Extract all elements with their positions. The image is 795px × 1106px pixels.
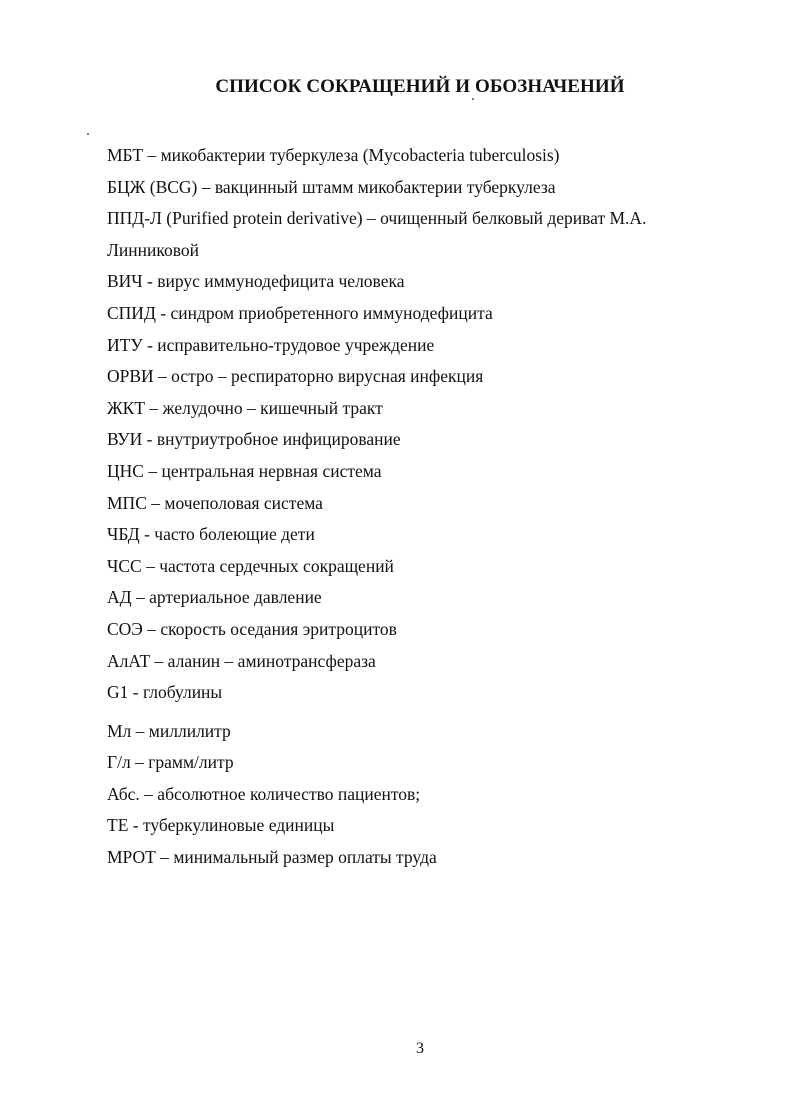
list-item: Абс. – абсолютное количество пациентов; <box>107 783 421 804</box>
list-item: СПИД - синдром приобретенного иммунодефицита <box>107 302 493 323</box>
list-item: ППД-Л (Purified protein derivative) – очищенный белковый дериват М.А. <box>107 208 647 229</box>
list-item: Мл – миллилитр <box>107 720 231 741</box>
list-item: БЦЖ (BCG) – вакцинный штамм микобактерии туберкулеза <box>107 176 556 197</box>
list-item: АлАТ – аланин – аминотрансфераза <box>107 650 376 671</box>
page-number: 3 <box>416 1040 424 1057</box>
list-item: ЦНС – центральная нервная система <box>107 460 382 481</box>
page-title: СПИСОК СОКРАЩЕНИЙ И ОБОЗНАЧЕНИЙ <box>215 76 625 97</box>
list-item: ВИЧ - вирус иммунодефицита человека <box>107 271 405 292</box>
list-item: Г/л – грамм/литр <box>107 752 234 773</box>
list-item: ЧБД - часто болеющие дети <box>107 524 315 545</box>
list-item: МБТ – микобактерии туберкулеза (Mycobacteria tuberculosis) <box>107 145 560 165</box>
scan-speck <box>87 133 89 135</box>
list-item: ТЕ - туберкулиновые единицы <box>107 815 335 836</box>
scan-speck <box>472 98 474 100</box>
list-item: СОЭ – скорость оседания эритроцитов <box>107 618 397 639</box>
list-item: МПС – мочеполовая система <box>107 492 323 513</box>
list-item: ЖКТ – желудочно – кишечный тракт <box>107 397 383 418</box>
list-item: ИТУ - исправительно-трудовое учреждение <box>107 334 435 355</box>
list-item: МРОТ – минимальный размер оплаты труда <box>107 847 437 868</box>
list-item: G1 - глобулины <box>107 682 223 703</box>
list-item-continuation: Линниковой <box>107 239 199 260</box>
list-item: ЧСС – частота сердечных сокращений <box>107 555 394 576</box>
list-item: ВУИ - внутриутробное инфицирование <box>107 429 401 450</box>
list-item: АД – артериальное давление <box>107 587 322 608</box>
list-item: ОРВИ – остро – респираторно вирусная инфекция <box>107 366 484 387</box>
abbreviation-list <box>107 140 755 874</box>
